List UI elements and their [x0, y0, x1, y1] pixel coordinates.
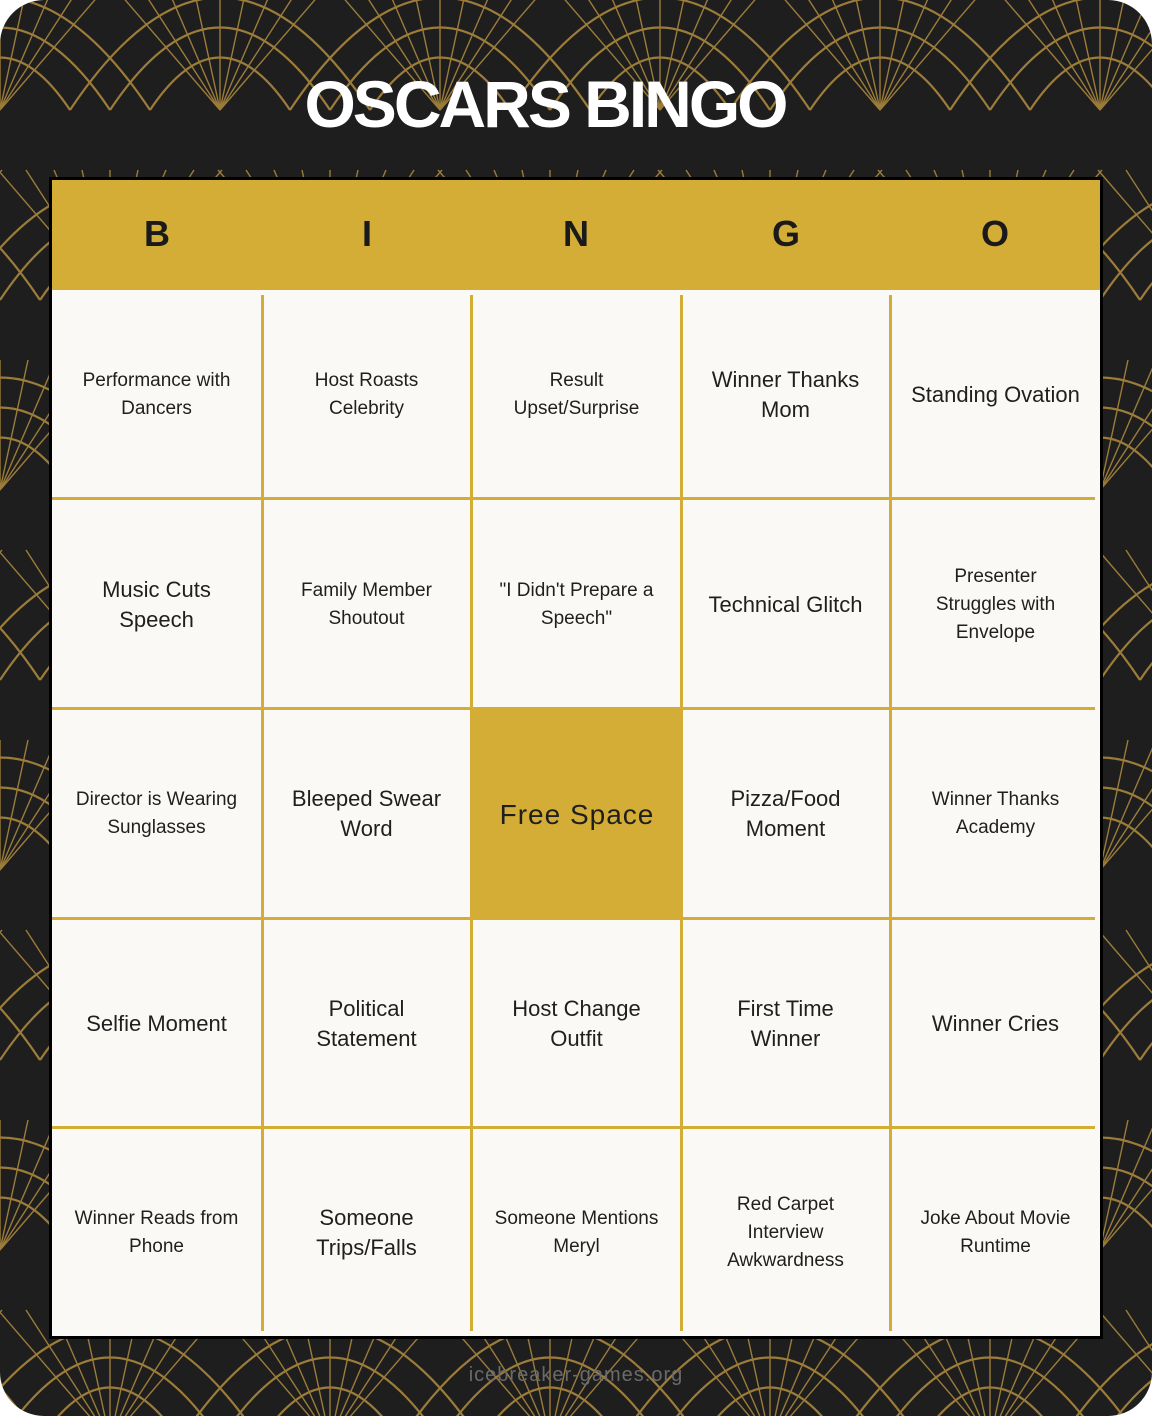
cell-label: Joke About Movie Runtime [920, 1207, 1071, 1257]
bingo-cell[interactable] [52, 1128, 261, 1337]
bingo-cell[interactable] [681, 919, 890, 1128]
cell-label: Director is Wearing Sunglasses [75, 788, 238, 838]
grid-divider [680, 295, 683, 1331]
cell-label: Red Carpet Interview Awkwardness [727, 1193, 844, 1271]
grid-divider [52, 707, 1095, 710]
bingo-cell[interactable] [681, 500, 890, 709]
cell-label: "I Didn't Prepare a Speech" [499, 579, 654, 629]
bingo-cell[interactable] [681, 290, 890, 499]
cell-label: Winner Cries [931, 1010, 1060, 1036]
page-title: OSCARS BINGO [304, 67, 786, 141]
cell-label: Host Roasts Celebrity [314, 369, 419, 419]
bingo-cell[interactable] [891, 290, 1100, 499]
bingo-header-row [52, 180, 1100, 290]
cell-label: Someone Trips/Falls [316, 1204, 417, 1260]
cell-label: Presenter Struggles with Envelope [935, 565, 1056, 643]
cell-label: Host Change Outfit [512, 995, 641, 1051]
cell-label: Music Cuts Speech [102, 576, 211, 632]
bingo-board [49, 177, 1103, 1339]
cell-label: Winner Reads from Phone [74, 1207, 239, 1257]
website-watermark: icebreaker-games.org [468, 1364, 684, 1386]
grid-divider [52, 1126, 1095, 1129]
column-letter-i: I [361, 213, 372, 254]
cell-label: Winner Thanks Academy [931, 788, 1060, 838]
bingo-cell[interactable] [52, 919, 261, 1128]
column-letter-o: O [980, 213, 1009, 254]
bingo-grid [52, 290, 1100, 1336]
bingo-cell[interactable] [472, 290, 681, 499]
bingo-cell[interactable] [891, 500, 1100, 709]
bingo-cell[interactable] [262, 919, 471, 1128]
cell-label: Result Upset/Surprise [513, 369, 640, 419]
grid-divider [889, 295, 892, 1331]
bingo-cell[interactable] [52, 290, 261, 499]
free-space-cell[interactable] [472, 709, 682, 920]
bingo-cell[interactable] [472, 500, 681, 709]
bingo-cell[interactable] [681, 1128, 890, 1337]
bingo-cell[interactable] [262, 500, 471, 709]
cell-label: First Time Winner [737, 995, 834, 1051]
grid-divider [52, 917, 1095, 920]
bingo-cell[interactable] [52, 500, 261, 709]
cell-label: Performance with Dancers [82, 369, 231, 419]
bingo-cell[interactable] [262, 709, 471, 918]
cell-label: Family Member Shoutout [301, 579, 432, 629]
bingo-cell[interactable] [52, 709, 261, 918]
grid-divider [261, 295, 264, 1331]
cell-label: Someone Mentions Meryl [494, 1207, 659, 1257]
cell-label: Winner Thanks Mom [711, 366, 860, 422]
cell-label: Selfie Moment [86, 1010, 227, 1036]
cell-label: Free Space [499, 798, 655, 830]
cell-label: Political Statement [316, 995, 417, 1051]
bingo-cell[interactable] [891, 709, 1100, 918]
column-letter-n: N [563, 213, 589, 254]
cell-label: Standing Ovation [911, 381, 1080, 407]
bingo-cell[interactable] [262, 290, 471, 499]
grid-divider [470, 295, 473, 1331]
bingo-cell[interactable] [472, 1128, 681, 1337]
column-letter-b: B [144, 213, 170, 254]
column-letter-g: G [771, 213, 800, 254]
bingo-cell[interactable] [472, 919, 681, 1128]
bingo-cell[interactable] [891, 919, 1100, 1128]
cell-label: Bleeped Swear Word [291, 785, 442, 841]
cell-label: Technical Glitch [708, 591, 863, 617]
cell-label: Pizza/Food Moment [730, 785, 841, 841]
bingo-cell[interactable] [891, 1128, 1100, 1337]
grid-divider [52, 497, 1095, 500]
bingo-cell[interactable] [262, 1128, 471, 1337]
bingo-cell[interactable] [681, 709, 890, 918]
